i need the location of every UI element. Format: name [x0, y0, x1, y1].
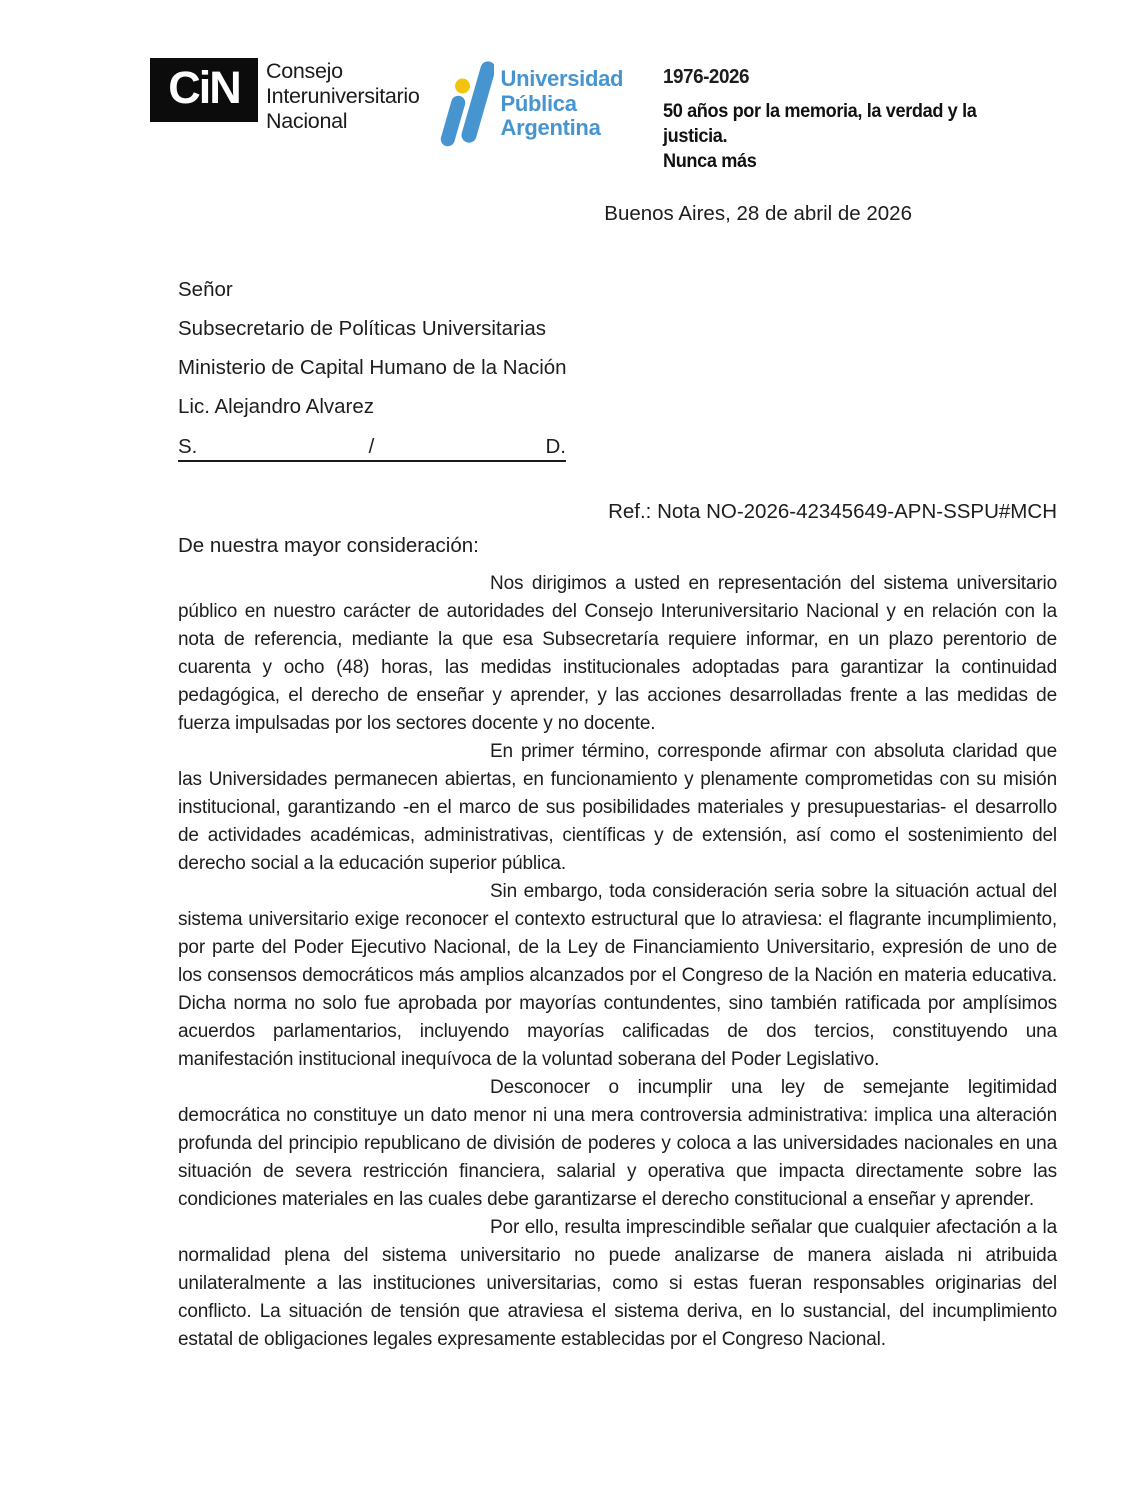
- memorial-block: [663, 58, 1057, 174]
- cin-name-line-2: Interuniversitario: [266, 84, 420, 108]
- addressee-block: [178, 270, 1057, 462]
- upa-logo-icon: [440, 58, 494, 150]
- salutation: De nuestra mayor consideración:: [178, 534, 479, 557]
- body-paragraph-3: Sin embargo, toda consideración seria sobre la situación actual del sistema universitario exige reconocer el contexto estructural que lo atraviesa: el flagrante incumplimiento, por parte del Poder Ejecutivo Nacional, de la Ley de Financiamiento Universitario, expresión de uno de los consensos democráticos más amplios alcanzados por el Congreso de la Nación en materia educativa. Dicha norma no solo fue aprobada por mayorías contundentes, sino también ratificada por amplísimos acuerdos parlamentarios, incluyendo mayorías calificadas de dos tercios, constituyendo una manifestación institucional inequívoca de la voluntad soberana del Poder Legislativo.: [178, 881, 1057, 1070]
- upa-name-line-3: Argentina: [500, 115, 601, 140]
- cin-name-line-1: Consejo: [266, 59, 343, 83]
- addressee-line-4: Lic. Alejandro Alvarez: [178, 395, 375, 418]
- cin-name-line-3: Nacional: [266, 109, 348, 133]
- upa-logo-text: [501, 58, 624, 150]
- cin-logo-text: [266, 58, 420, 134]
- sd-line: [178, 431, 566, 462]
- memorial-line-1: 50 años por la memoria, la verdad y la justicia.: [662, 100, 977, 147]
- addressee-line-1: Señor: [178, 278, 233, 301]
- cin-logo-mark: [150, 58, 258, 122]
- memorial-years: 1976-2026: [662, 65, 749, 88]
- upa-name-line-2: Pública: [500, 90, 577, 116]
- body-paragraph-2: En primer término, corresponde afirmar con absoluta claridad que las Universidades permanecen abiertas, en funcionamiento y plenamente comprometidas con su misión institucional, garantizando -en el marco de sus posibilidades materiales y presupuestarias- el desarrollo de actividades académicas, administrativas, científicas y de extensión, así como el sostenimiento del derecho social a la educación superior pública.: [178, 741, 1057, 874]
- reference-line: Ref.: Nota NO-2026-42345649-APN-SSPU#MCH: [608, 500, 1057, 523]
- cin-logo: [150, 58, 440, 134]
- sd-slash: /: [368, 435, 375, 458]
- memorial-line-2: Nunca más: [662, 150, 757, 172]
- body-paragraph-5: Por ello, resulta imprescindible señalar que cualquier afectación a la normalidad plena del sistema universitario no puede analizarse de manera aislada ni atribuida unilateralmente a las instituciones universitarias, como si estas fueran responsables originarias del conflicto. La situación de tensión que atraviesa el sistema deriva, en lo sustancial, del incumplimiento estatal de obligaciones legales expresamente establecidas por el Congreso Nacional.: [178, 1217, 1057, 1350]
- upa-logo: [440, 58, 663, 150]
- addressee-line-2: Subsecretario de Políticas Universitarias: [178, 317, 547, 340]
- sd-d: D.: [545, 435, 566, 458]
- body-paragraph-4: Desconocer o incumplir una ley de semejante legitimidad democrática no constituye un dato menor ni una mera controversia administrativa: implica una alteración profunda del principio republicano de división de poderes y coloca a las universidades nacionales en una situación de severa restricción financiera, salarial y operativa que impacta directamente sobre las condiciones materiales en las cuales debe garantizarse el derecho constitucional a enseñar y aprender.: [178, 1077, 1057, 1210]
- letter-body: [178, 570, 1057, 1354]
- letterhead: [150, 58, 1057, 172]
- sd-s: S.: [178, 435, 198, 458]
- cin-logo-mark-text: CiN: [168, 62, 240, 113]
- upa-name-line-1: Universidad: [500, 66, 624, 91]
- body-paragraph-1: Nos dirigimos a usted en representación del sistema universitario público en nuestro carácter de autoridades del Consejo Interuniversitario Nacional y en relación con la nota de referencia, mediante la que esa Subsecretaría requiere informar, en un plazo perentorio de cuarenta y ocho (48) horas, las medidas institucionales adoptadas para garantizar la continuidad pedagógica, el derecho de enseñar y aprender, y las acciones desarrolladas frente a las medidas de fuerza impulsadas por los sectores docente y no docente.: [178, 573, 1057, 734]
- addressee-line-3: Ministerio de Capital Humano de la Nación: [178, 356, 567, 379]
- date-line: Buenos Aires, 28 de abril de 2026: [604, 202, 912, 225]
